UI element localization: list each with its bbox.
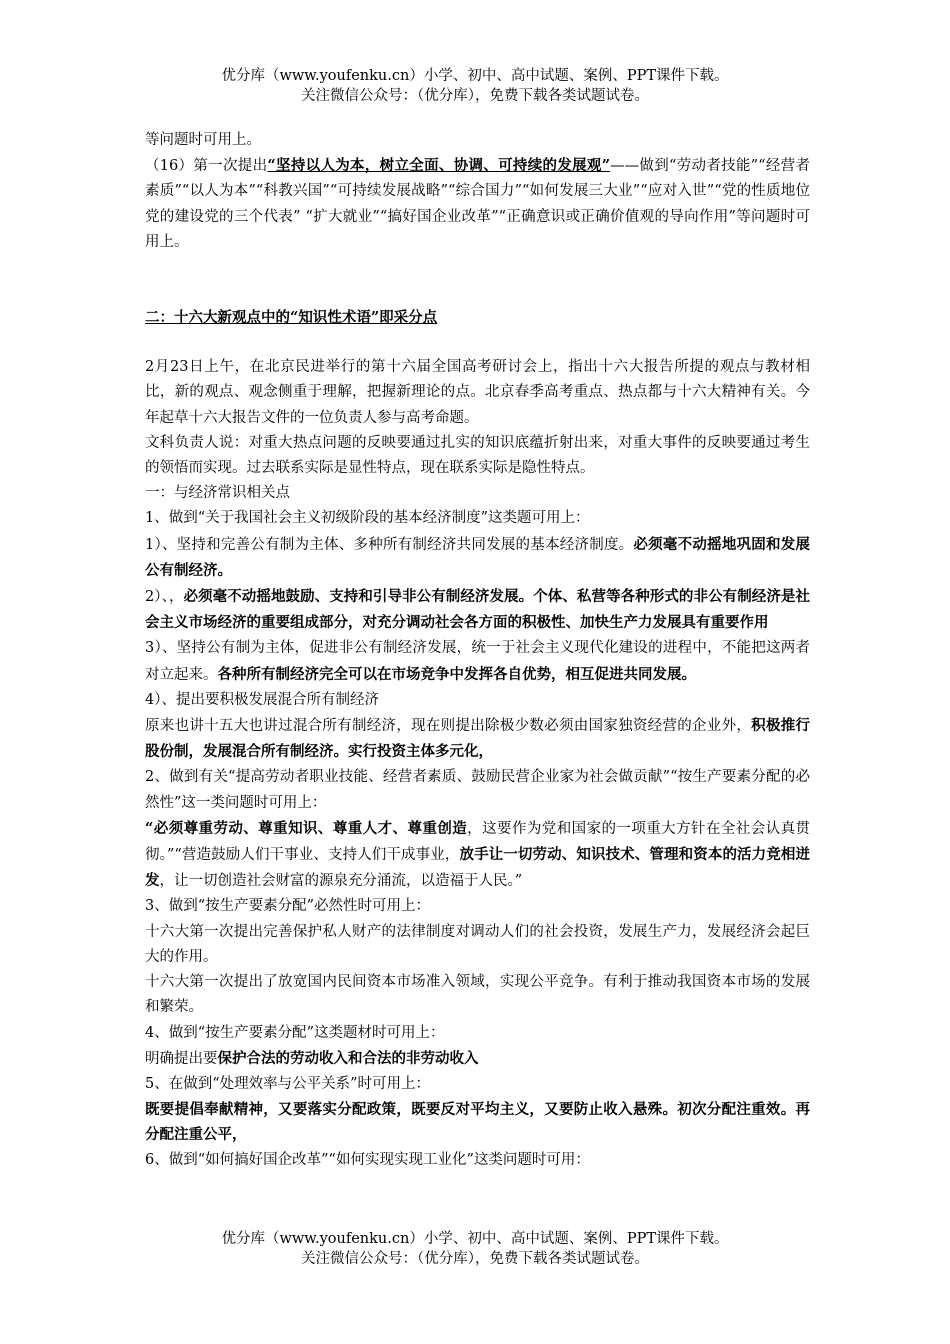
page-footer: [0, 1229, 950, 1269]
paragraph: 3、做到“按生产要素分配”必然性时可用上：: [145, 898, 431, 915]
paragraph: 5、在做到“处理效率与公平关系”时可用上：: [145, 1075, 431, 1092]
text: 3）、坚持公有制为主体，促进非公有制经济发展，统一于社会主义现代化建设的进程中，不能把这两者对立起来。: [145, 640, 810, 683]
text: ，这要作为党和国家的一项重大方针在全社会认真贯彻。”“营造鼓励人们干事业、支持人们干成事业，: [145, 820, 810, 864]
paragraph: 4、做到“按生产要素分配”这类题材时可用上：: [145, 1024, 445, 1041]
paragraph: 4）、提出要积极发展混合所有制经济: [145, 691, 379, 708]
text: 1）、坚持和完善公有制为主体、多种所有制经济共同发展的基本经济制度。: [145, 536, 634, 553]
paragraph: 文科负责人说：对重大热点问题的反映要通过扎实的知识底蕴折射出来，对重大事件的反映要通过考生的领悟而实现。过去联系实际是显性特点，现在联系实际是隐性特点。: [145, 434, 810, 477]
emphasis-text: “坚持以人为本，树立全面、协调、可持续的发展观”: [267, 157, 611, 175]
paragraph-16: [145, 153, 810, 255]
paragraph: 等问题时可用上。: [145, 132, 261, 148]
document-body: [145, 128, 810, 1173]
paragraph: [145, 1046, 810, 1072]
spacer: [145, 331, 810, 355]
paragraph: 十六大第一次提出了放宽国内民间资本市场准入领域，实现公平竞争。有利于推动我国资本市场的发展和繁荣。: [145, 974, 810, 1016]
footer-line-1: 优分库（www.youfenku.cn）小学、初中、高中试题、案例、PPT课件下载。: [221, 1231, 729, 1247]
text: ——做到“劳动者技能”“经营者素质”“以人为本”“科教兴国”“可持续发展战略”“综合国力”“如何发展三大业”“应对入世”“党的性质地位党的建设党的三个代表” “扩大就业”“搞好国企业改革”“正确意识或正确价值观的导向作用”等问题时可用上。: [145, 158, 810, 250]
bold-text: 积极推行股份制，发展混合所有制经济。实行投资主体多元化，: [145, 717, 811, 761]
paragraph: [145, 532, 810, 584]
spacer: [145, 255, 810, 305]
section-title: [145, 305, 810, 331]
paragraph: [145, 584, 810, 636]
bold-paragraph: 既要提倡奉献精神，又要落实分配政策，既要反对平均主义，又要防止收入悬殊。初次分配注重效。再分配注重公平，: [145, 1101, 810, 1144]
bold-text: 保护合法的劳动收入和合法的非劳动收入: [217, 1049, 479, 1067]
text: ，让一切创造社会财富的源泉充分涌流，以造福于人民。”: [159, 873, 523, 890]
footer-line-2: 关注微信公众号：（优分库），免费下载各类试题试卷。: [301, 1251, 649, 1267]
text: 明确提出要: [145, 1050, 218, 1067]
header-line-1: 优分库（www.youfenku.cn）小学、初中、高中试题、案例、PPT课件下载。: [221, 68, 729, 84]
paragraph: [145, 816, 810, 895]
paragraph: 6、做到“如何搞好国企改革”“如何实现实现工业化”这类问题时可用：: [145, 1151, 590, 1168]
paragraph: [145, 636, 810, 687]
bold-text: 各种所有制经济完全可以在市场竞争中发挥各自优势，相互促进共同发展。: [217, 665, 696, 683]
bold-text: “必须尊重劳动、尊重知识、尊重人才、尊重创造: [145, 819, 468, 837]
bold-text: 放手让一切劳动、知识技术、管理和资本的活力竞相迸发: [145, 846, 810, 890]
text: （16）第一次提出: [145, 158, 268, 175]
paragraph: 2、做到有关“提高劳动者职业技能、经营者素质、鼓励民营企业家为社会做贡献”“按生产要素分配的必然性”这一类问题时可用上：: [145, 769, 810, 811]
text: 原来也讲十五大也讲过混合所有制经济，现在则提出除极少数必须由国家独资经营的企业外，: [145, 718, 752, 735]
paragraph: 2月23日上午，在北京民进举行的第十六届全国高考研讨会上，指出十六大报告所提的观点与教材相比，新的观点、观念侧重于理解，把握新理论的点。北京春季高考重点、热点都与十六大精神有关。今年起草十六大报告文件的一位负责人参与高考命题。: [145, 359, 810, 426]
paragraph: 1、做到“关于我国社会主义初级阶段的基本经济制度”这类题可用上：: [145, 510, 590, 527]
page-header: [0, 66, 950, 106]
bold-text: 必须毫不动摇地巩固和发展公有制经济。: [145, 535, 810, 579]
header-line-2: 关注微信公众号：（优分库），免费下载各类试题试卷。: [301, 88, 649, 104]
bold-text: 必须毫不动摇地鼓励、支持和引导非公有制经济发展。个体、私营等各种形式的非公有制经济是社会主义市场经济的重要组成部分，对充分调动社会各方面的积极性、加快生产力发展具有重要作用: [145, 588, 810, 632]
subheading: 一：与经济常识相关点: [145, 485, 290, 502]
paragraph: 十六大第一次提出完善保护私人财产的法律制度对调动人们的社会投资，发展生产力，发展经济会起巨大的作用。: [145, 923, 810, 965]
text: 2）、，: [145, 589, 184, 606]
section-title-text: 二：十六大新观点中的“知识性术语”即采分点: [145, 309, 438, 327]
paragraph: [145, 713, 810, 765]
